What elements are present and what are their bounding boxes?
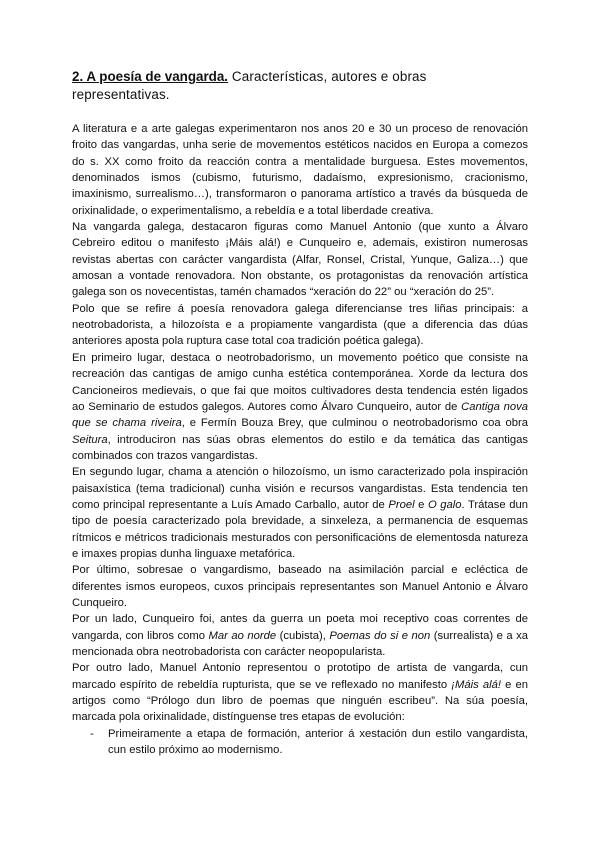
text-run: , introduciron nas súas obras elementos do estilo e da temática das cantigas combinados con trazos vangardistas.: [72, 433, 528, 462]
work-title: Poemas do si e non: [329, 629, 431, 642]
text-run: . Trátase dun tipo de poesía caracterizado pola brevidade, a sinxeleza, a permanencia de esquemas rítmicos e métricos tradicionais mesturados con personificacións de elementosda natureza e imaxes propias dunha linguaxe metafórica.: [72, 498, 528, 560]
section-heading: [72, 68, 528, 104]
stages-list: [72, 726, 528, 759]
list-dash: -: [90, 727, 94, 740]
text-run: , e Fermín Bouza Brey, que culminou o neotrobadorismo coa obra: [181, 417, 528, 430]
paragraph-intro: A literatura e a arte galegas experimentaron nos anos 20 e 30 un proceso de renovación froito das vangardas, unha serie de movementos estéticos nacidos en Europa a comezos do s. XX como froito da reacción contra a mentalidade burguesa. Estes movementos, denominados ismos (cubismo, futurismo, dadaísmo, expresionismo, cracionismo, imaxinismo, surrealismo…), transformaron o panorama artístico a través da búsqueda de orixinalidade, o experimentalismo, a rebeldía e a total liberdade creativa.: [72, 123, 528, 217]
text-run: (cubista),: [276, 629, 330, 642]
work-title: Cantiga nova que se chama riveira: [72, 400, 528, 430]
work-title: ¡Máis alá!: [451, 678, 501, 691]
text-run: (surrealista) e a xa mencionada obra neotrobadorista con carácter neopopularista.: [72, 629, 528, 658]
paragraph-neotrobadorismo: [72, 350, 528, 464]
document-page: [72, 68, 528, 758]
text-run: En segundo lugar, chama a atención o hilozoísmo, un ismo caracterizado pola inspiración paisaxística (tema tradicional) cunha visión e recursos vangardistas. Esta tendencia ten como principal representante a Luís Amado Carballo, autor de: [72, 466, 528, 511]
section-title: 2. A poesía de vangarda.: [72, 69, 229, 84]
list-item: [72, 726, 528, 759]
text-run: Por outro lado, Manuel Antonio representou o prototipo de artista de vangarda, cun marcado espírito de rebeldía rupturista, que se ve reflexado no manifesto: [72, 662, 528, 691]
text-run: e: [414, 498, 428, 511]
paragraph-cunqueiro: [72, 611, 528, 660]
work-title: Seitura: [72, 433, 108, 446]
paragraph-three-lines: Polo que se refire á poesía renovadora galega diferencianse tres liñas principais: a neotrobadorista, a hilozoísta e a propiamente vangardista (que a diferencia das dúas anteriores aposta pola ruptura case total coa tradición poética galega).: [72, 302, 528, 348]
paragraph-manuel-antonio: [72, 660, 528, 725]
work-title: Mar ao norde: [208, 629, 277, 642]
list-item-text: Primeiramente a etapa de formación, anterior á xestación dun estilo vangardista, cun estilo próximo ao modernismo.: [108, 727, 528, 757]
paragraph-galician-vanguard: Na vangarda galega, destacaron figuras como Manuel Antonio (que xunto a Álvaro Cebreiro editou o manifesto ¡Máis alá!) e Cunqueiro e, ademais, existiron numerosas revistas abertas con carácter vangardista (Alfar, Ronsel, Cristal, Yunque, Galiza…) que amosan a vontade renovadora. Non obstante, os protagonistas da renovación artística galega son os novecentistas, tamén chamados “xeración do 22” ou “xeración do 25”.: [72, 221, 528, 299]
section-subtitle: Características, autores e obras representativas.: [72, 69, 427, 102]
text-run: Por un lado, Cunqueiro foi, antes da guerra un poeta moi receptivo coas correntes de vangarda, con libros como: [72, 613, 528, 642]
text-run: En primeiro lugar, destaca o neotrobadorismo, un movemento poético que consiste na recreación das cantigas de amigo cunha estética contemporánea. Xorde da lectura dos Cancioneiros medievais, o que fai que moitos cultivadores desta tendencia estén ligados ao Seminario de estudos galegos. Autores como Álvaro Cunqueiro, autor de: [72, 351, 528, 413]
text-run: e en artigos como “Prólogo dun libro de poemas que ninguén escribeu”. Na súa poesía, marcada pola orixinalidade, distínguense tres etapas de evolución:: [72, 678, 529, 724]
work-title: Proel: [388, 498, 415, 511]
work-title: O galo: [427, 498, 462, 511]
paragraph-hilozoismo: [72, 464, 528, 562]
paragraph-vangardismo: Por último, sobresae o vangardismo, baseado na asimilación parcial e ecléctica de diferentes ismos europeos, cuxos principais representantes son Manuel Antonio e Álvaro Cunqueiro.: [72, 564, 528, 609]
